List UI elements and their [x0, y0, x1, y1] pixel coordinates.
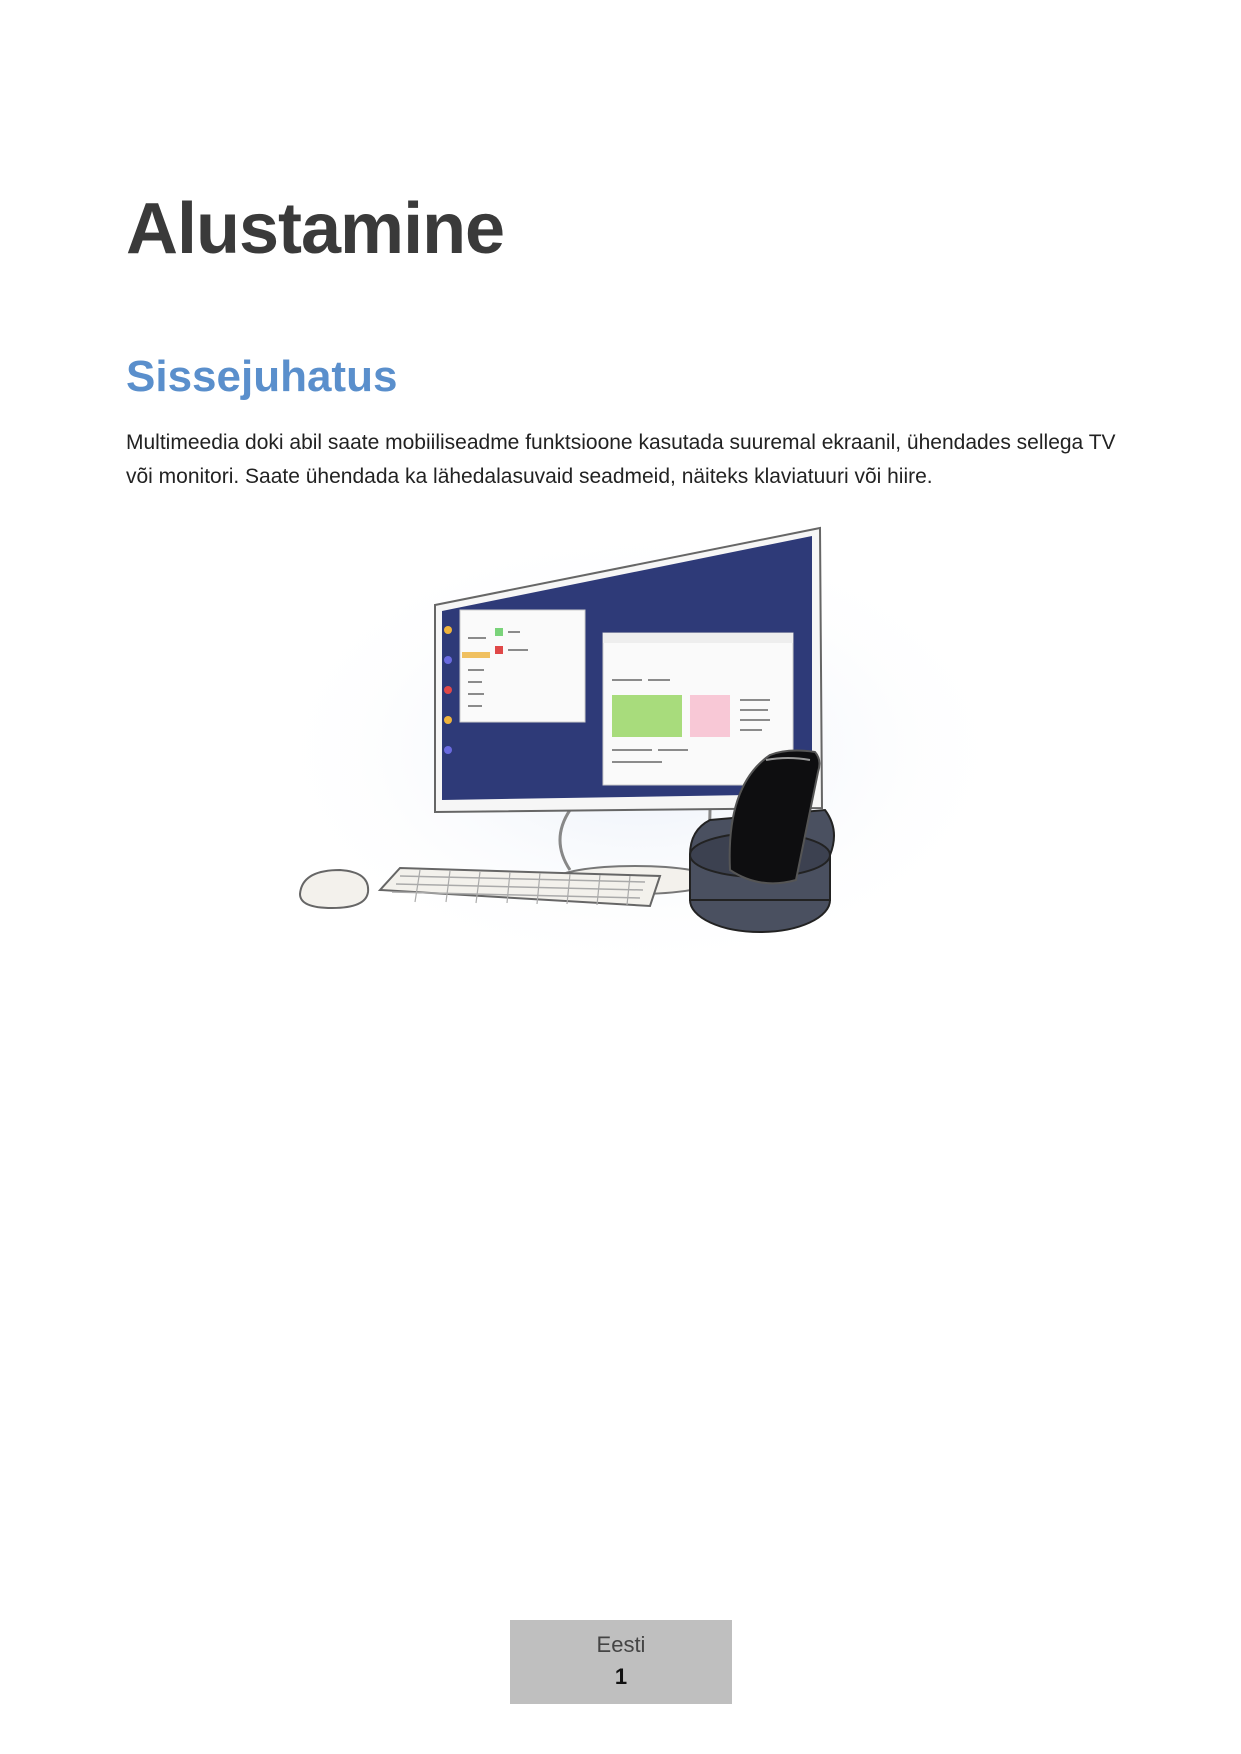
page-title: Alustamine	[126, 189, 505, 269]
footer-language: Eesti	[596, 1632, 646, 1657]
intro-paragraph: Multimeedia doki abil saate mobiiliseadme funktsioone kasutada suuremal ekraanil, ühendades sellega TV või monitori. Saate ühendada ka lähedalasuvaid seadmeid, näiteks klaviatuuri või hiire.	[126, 431, 1116, 488]
section-heading: Sissejuhatus	[126, 352, 398, 401]
page-number: 1	[614, 1664, 628, 1689]
dock-setup-illustration	[240, 510, 1020, 980]
mouse-icon	[300, 870, 368, 908]
footer-page-indicator	[510, 1620, 732, 1704]
